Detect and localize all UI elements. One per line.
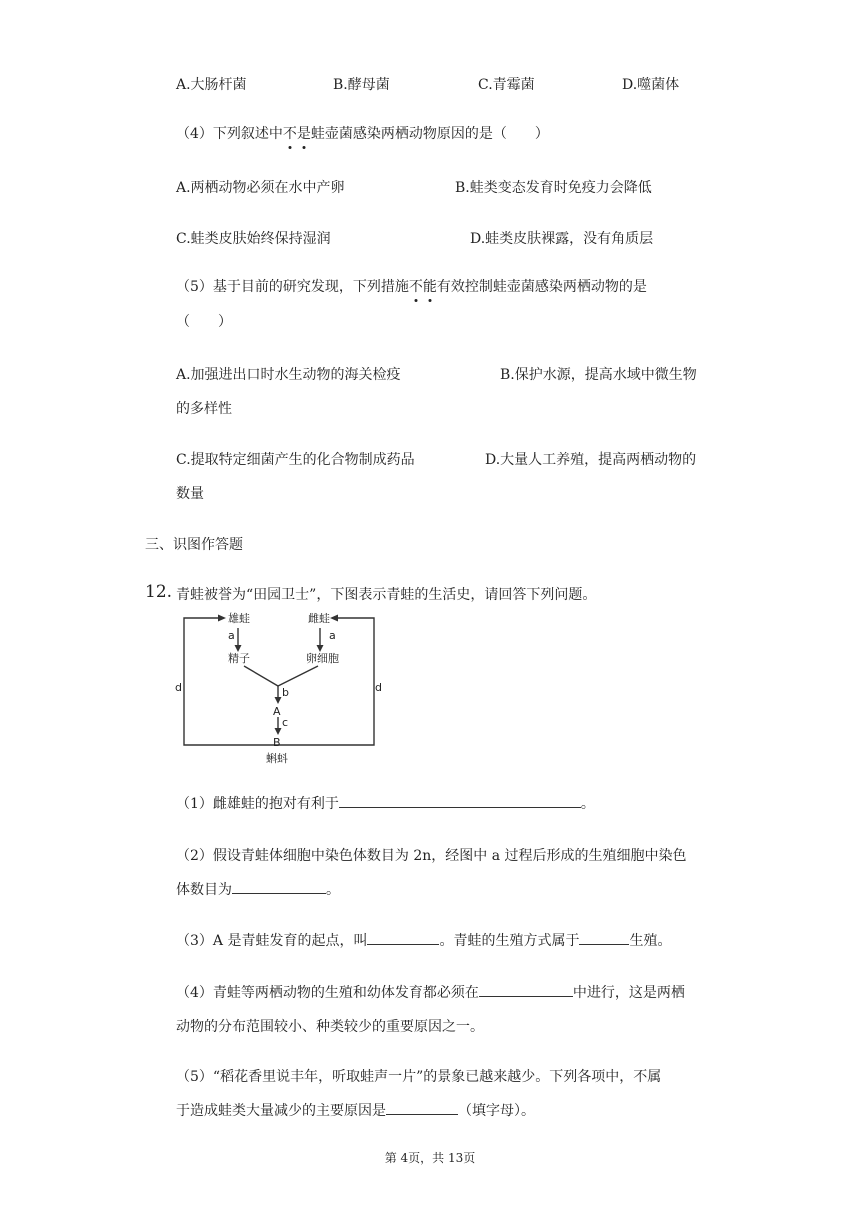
diagram-sperm: 精子 bbox=[228, 652, 250, 665]
q12-sub3: （3）A 是青蛙发育的起点，叫 。青蛙的生殖方式属于 生殖。 bbox=[176, 930, 671, 950]
diagram-label-c: c bbox=[282, 716, 289, 729]
section-heading: 三、识图作答题 bbox=[145, 537, 243, 553]
diagram-tadpole: 蝌蚪 bbox=[266, 752, 288, 765]
q4-option-d: D.蛙类皮肤裸露，没有角质层 bbox=[470, 231, 654, 247]
q12-stem: 青蛙被誉为“田园卫士”，下图表示青蛙的生活史，请回答下列问题。 bbox=[176, 587, 597, 603]
q12-sub5-line1: （5）“稻花香里说丰年，听取蛙声一片”的景象已越来越少。下列各项中，不属 bbox=[176, 1069, 662, 1085]
q12-sub3-blank1[interactable] bbox=[367, 930, 439, 945]
q5-option-d: D.大量人工养殖，提高两栖动物的 bbox=[485, 452, 697, 468]
q4-option-b: B.蛙类变态发育时免疫力会降低 bbox=[455, 180, 652, 196]
page-number-footer: 第 4页，共 13页 bbox=[384, 1151, 476, 1165]
q5-option-d-cont: 数量 bbox=[176, 486, 204, 502]
diagram-label-a-left: a bbox=[228, 629, 235, 642]
q5-option-b: B.保护水源，提高水域中微生物 bbox=[500, 367, 697, 383]
q5-option-b-cont: 的多样性 bbox=[176, 401, 232, 417]
q3-option-c: C.青霉菌 bbox=[478, 77, 535, 93]
diagram-label-d-left: d bbox=[175, 681, 182, 694]
q12-sub1-blank[interactable] bbox=[339, 793, 581, 808]
q5-option-c: C.提取特定细菌产生的化合物制成药品 bbox=[176, 452, 415, 468]
diagram-female-frog: 雌蛙 bbox=[308, 612, 330, 625]
q12-sub1: （1）雌雄蛙的抱对有利于 。 bbox=[176, 793, 595, 813]
diagram-node-a: A bbox=[273, 705, 281, 718]
diagram-label-d-right: d bbox=[375, 681, 382, 694]
diagram-male-frog: 雄蛙 bbox=[228, 612, 250, 625]
diagram-label-a-right: a bbox=[329, 629, 336, 642]
q12-sub2-line2: 体数目为 。 bbox=[176, 879, 340, 899]
q5-answer-paren: （ ） bbox=[176, 314, 232, 330]
q12-sub2-line1: （2）假设青蛙体细胞中染色体数目为 2n，经图中 a 过程后形成的生殖细胞中染色 bbox=[176, 848, 687, 864]
q4-stem: （4）下列叙述中不是蛙壶菌感染两栖动物原因的是（ ） bbox=[176, 123, 549, 143]
frog-life-cycle-diagram bbox=[172, 606, 380, 770]
q3-option-d: D.噬菌体 bbox=[622, 77, 680, 93]
q5-stem: （5）基于目前的研究发现，下列措施不能有效控制蛙壶菌感染两栖动物的是 bbox=[176, 276, 647, 296]
diagram-egg-cell: 卵细胞 bbox=[306, 652, 339, 665]
q4-option-c: C.蛙类皮肤始终保持湿润 bbox=[176, 231, 331, 247]
q3-option-a: A.大肠杆菌 bbox=[176, 77, 247, 93]
q3-option-b: B.酵母菌 bbox=[333, 77, 390, 93]
diagram-label-b: b bbox=[282, 686, 289, 699]
q12-sub4-blank[interactable] bbox=[479, 982, 573, 997]
diagram-node-b: B bbox=[273, 736, 281, 749]
q12-sub4-line1: （4）青蛙等两栖动物的生殖和幼体发育都必须在 中进行，这是两栖 bbox=[176, 982, 685, 1002]
q12-sub2-blank[interactable] bbox=[232, 879, 326, 894]
q12-sub4-line2: 动物的分布范围较小、种类较少的重要原因之一。 bbox=[176, 1019, 484, 1035]
q12-sub5-line2: 于造成蛙类大量减少的主要原因是 （填字母）。 bbox=[176, 1100, 535, 1120]
q5-option-a: A.加强进出口时水生动物的海关检疫 bbox=[176, 367, 401, 383]
q12-sub3-blank2[interactable] bbox=[579, 930, 629, 945]
q12-sub5-blank[interactable] bbox=[386, 1100, 458, 1115]
q12-number: 12. bbox=[145, 582, 173, 602]
q4-option-a: A.两栖动物必须在水中产卵 bbox=[176, 180, 345, 196]
